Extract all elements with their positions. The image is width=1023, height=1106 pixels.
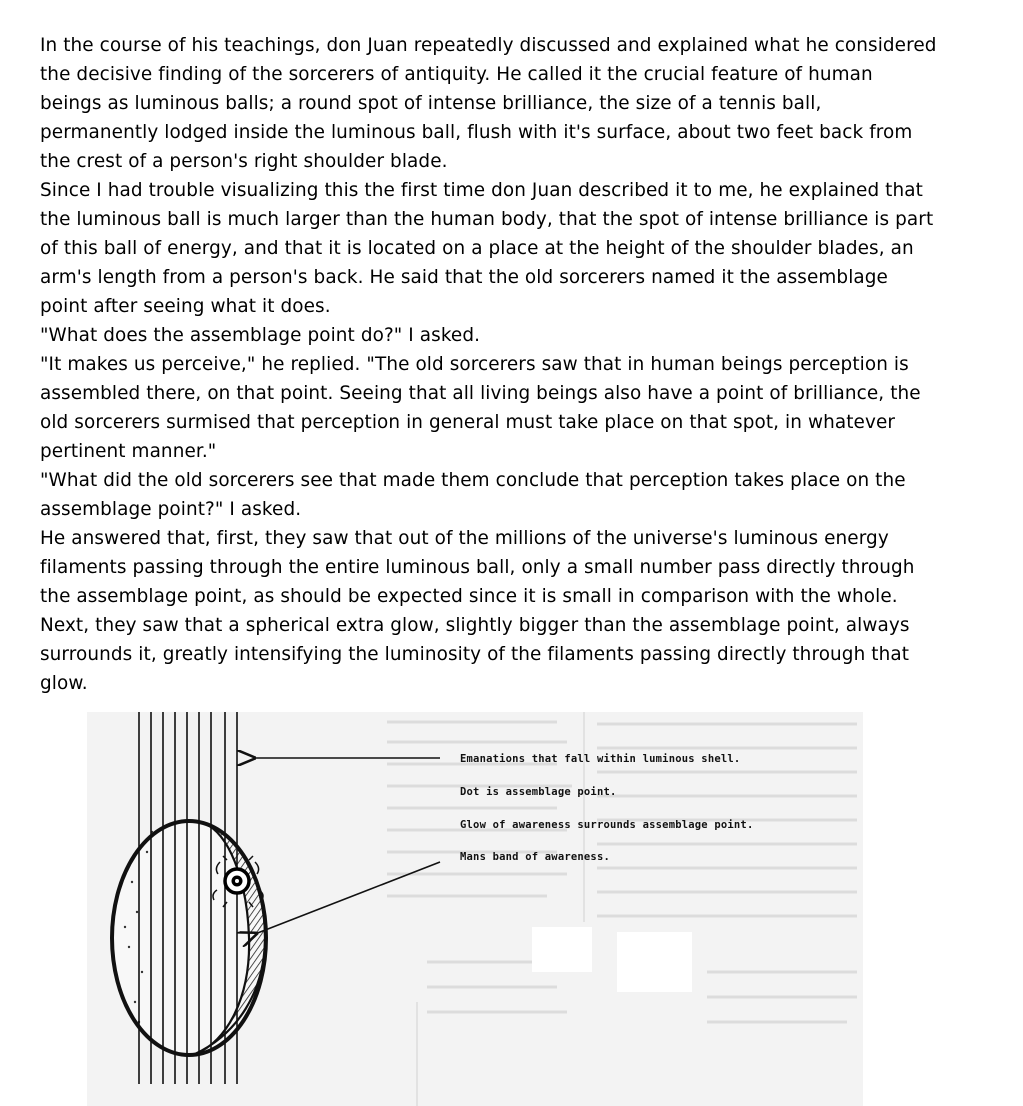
luminous-egg-illustration <box>87 712 863 1106</box>
paragraph-2: Since I had trouble visualizing this the first time don Juan described it to me, he explained that the luminous ball is much larger than the human body, that the spot of intense brilliance is part of this ball of energy, and that it is located on a place at the height of the shoulder blades, an arm's length from a person's back. He said that the old sorcerers named it the assemblage point after seeing what it does. <box>40 180 934 317</box>
body-text <box>40 31 1015 698</box>
scan-background <box>387 712 857 1106</box>
paragraph-4: "It makes us perceive," he replied. "The old sorcerers saw that in human beings perception is assembled there, on that point. Seeing that all living beings also have a point of brilliance, the old sorcerers surmised that perception in general must take place on that spot, in whatever pertinent manner." <box>40 354 921 462</box>
paragraph-1: In the course of his teachings, don Juan repeatedly discussed and explained what he considered the decisive finding of the sorcerers of antiquity. He called it the crucial feature of human beings as luminous balls; a round spot of intense brilliance, the size of a tennis ball, permanently lodged inside the luminous ball, flush with it's surface, about two feet back from the crest of a person's right shoulder blade. <box>40 35 937 172</box>
paragraph-6: He answered that, first, they saw that out of the millions of the universe's luminous energy filaments passing through the entire luminous ball, only a small number pass directly through the assemblage point, as should be expected since it is small in comparison with the whole. Next, they saw that a spherical extra glow, slightly bigger than the assemblage point, always surrounds it, greatly intensifying the luminosity of the filaments passing directly through that glow. <box>40 528 915 694</box>
caption-band: Mans band of awareness. <box>460 851 610 863</box>
assemblage-point-dot <box>225 869 249 893</box>
caption-glow: Glow of awareness surrounds assemblage point. <box>460 819 754 831</box>
caption-emanations: Emanations that fall within luminous shell. <box>460 753 741 765</box>
paragraph-5: "What did the old sorcerers see that made them conclude that perception takes place on the assemblage point?" I asked. <box>40 470 906 520</box>
band-arrow <box>255 862 440 934</box>
scan-blank-patch <box>532 927 592 972</box>
paragraph-3: "What does the assemblage point do?" I asked. <box>40 325 481 346</box>
scan-blank-patch <box>617 932 692 992</box>
assemblage-point-figure <box>87 712 863 1106</box>
caption-dot: Dot is assemblage point. <box>460 786 617 798</box>
